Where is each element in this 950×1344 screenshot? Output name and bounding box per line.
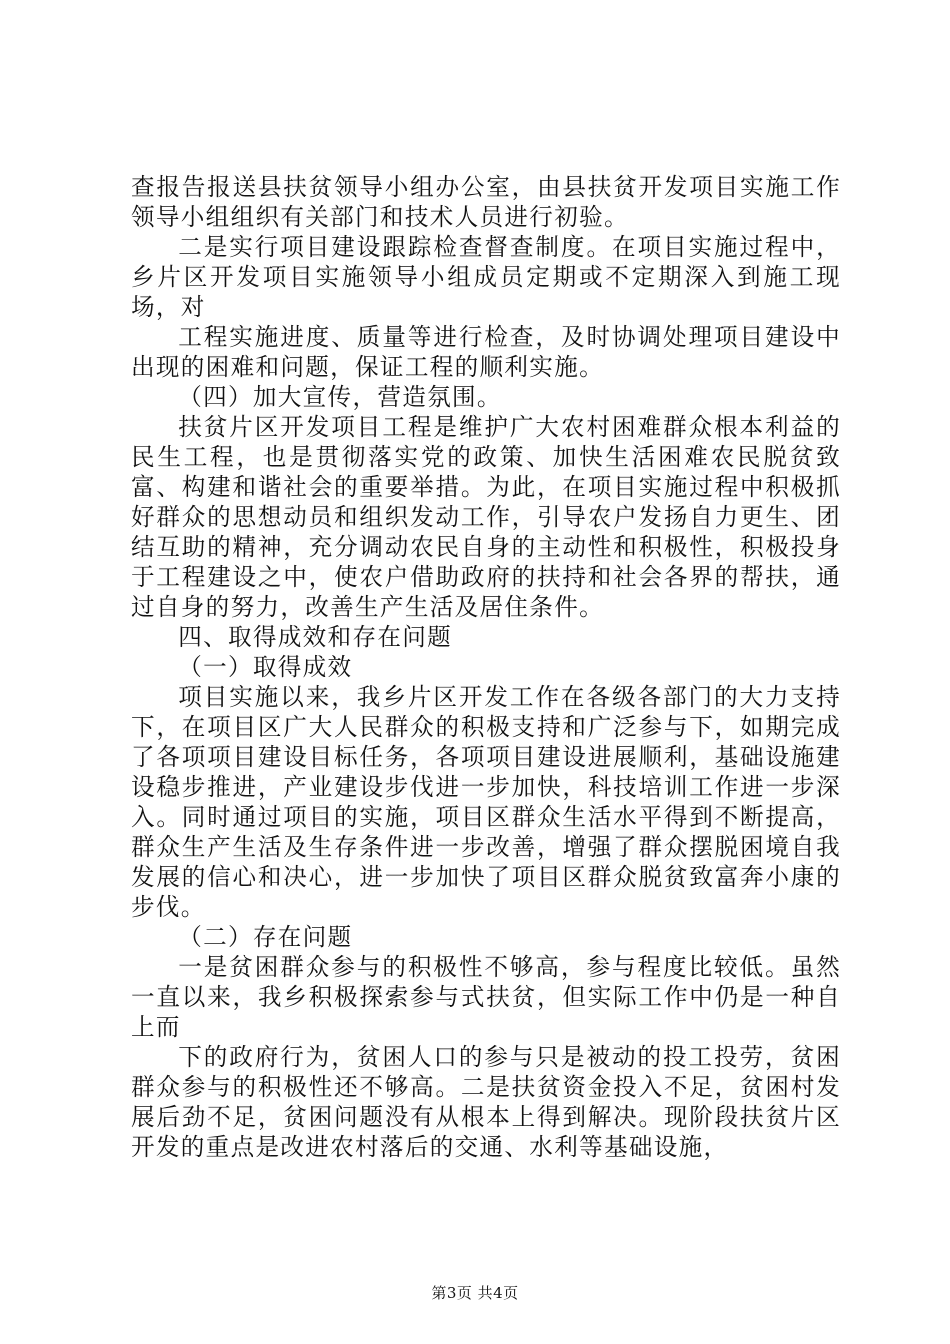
subsection-heading-achievements: （一）取得成效 — [178, 653, 353, 681]
paragraph-problems-1: 一是贫困群众参与的积极性不够高，参与程度比较低。虽然一直以来，我乡积极探索参与式扶贫，但实际工作中仍是一种自上而 — [131, 953, 841, 1041]
document-body — [131, 172, 841, 1162]
paragraph-problems-2: 下的政府行为，贫困人口的参与只是被动的投工投劳，贫困群众参与的积极性还不够高。二是扶贫资金投入不足，贫困村发展后劲不足，贫困问题没有从根本上得到解决。现阶段扶贫片区开发的重点是改进农村落后的交通、水利等基础设施， — [131, 1043, 841, 1161]
paragraph-5: 扶贫片区开发项目工程是维护广大农村困难群众根本利益的民生工程，也是贯彻落实党的政策、加快生活困难农民脱贫致富、构建和谐社会的重要举措。为此，在项目实施过程中积极抓好群众的思想动员和组织发动工作，引导农户发扬自力更生、团结互助的精神，充分调动农民自身的主动性和积极性，积极投身于工程建设之中，使农户借助政府的扶持和社会各界的帮扶，通过自身的努力，改善生产生活及居住条件。 — [131, 413, 841, 621]
paragraph-2: 二是实行项目建设跟踪检查督查制度。在项目实施过程中，乡片区开发项目实施领导小组成员定期或不定期深入到施工现场，对 — [131, 233, 841, 321]
paragraph-1: 查报告报送县扶贫领导小组办公室，由县扶贫开发项目实施工作领导小组组织有关部门和技术人员进行初验。 — [131, 173, 841, 231]
page-footer — [0, 1282, 950, 1303]
section-heading-4: （四）加大宣传，营造氛围。 — [178, 383, 502, 411]
subsection-heading-problems: （二）存在问题 — [178, 923, 353, 951]
paragraph-3: 工程实施进度、质量等进行检查，及时协调处理项目建设中出现的困难和问题，保证工程的顺利实施。 — [131, 323, 841, 381]
page-number-label: 第3页 共4页 — [431, 1284, 519, 1302]
section-heading-results: 四、取得成效和存在问题 — [178, 623, 453, 651]
paragraph-achievements: 项目实施以来，我乡片区开发工作在各级各部门的大力支持下，在项目区广大人民群众的积极支持和广泛参与下，如期完成了各项项目建设目标任务，各项项目建设进展顺利，基础设施建设稳步推进，产业建设步伐进一步加快，科技培训工作进一步深入。同时通过项目的实施，项目区群众生活水平得到不断提高，群众生产生活及生存条件进一步改善，增强了群众摆脱困境自我发展的信心和决心，进一步加快了项目区群众脱贫致富奔小康的步伐。 — [131, 683, 841, 921]
